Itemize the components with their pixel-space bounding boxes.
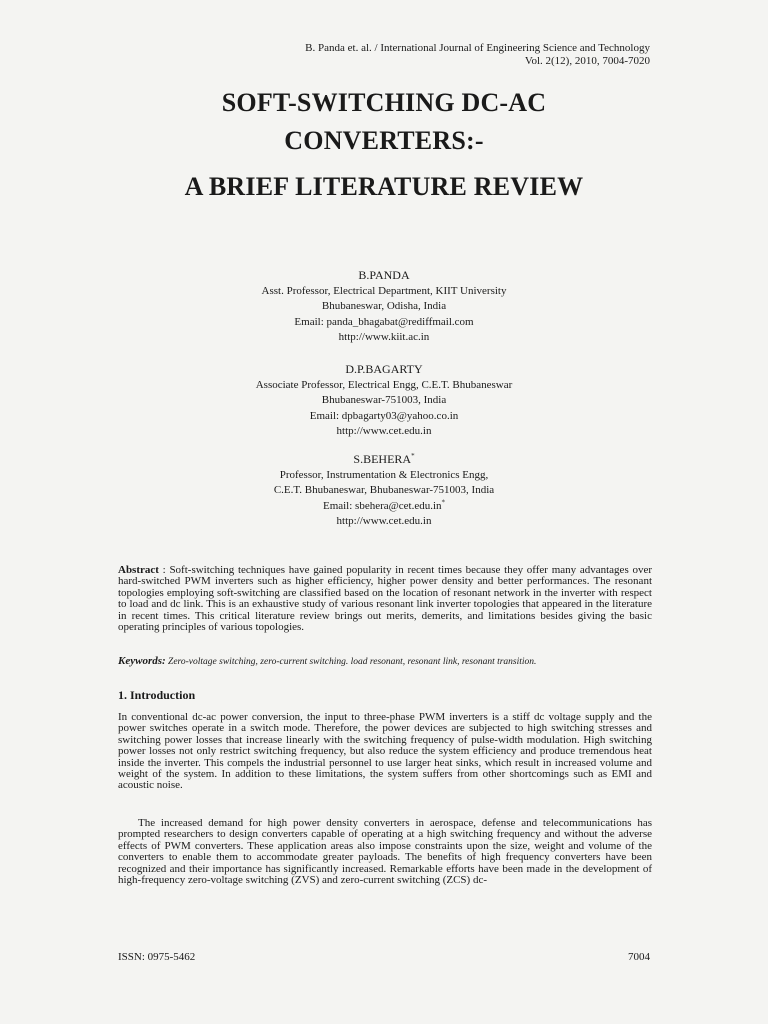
footer-issn: ISSN: 0975-5462 bbox=[118, 951, 196, 963]
title-line-1: SOFT-SWITCHING DC-AC bbox=[221, 88, 547, 117]
header-citation: B. Panda et. al. / International Journal of Engineering Science and Technology bbox=[305, 42, 650, 54]
abstract bbox=[118, 565, 652, 633]
author-affiliation: Professor, Instrumentation & Electronics Engg, bbox=[279, 468, 489, 481]
author-name-text: S.BEHERA bbox=[353, 452, 412, 466]
abstract-label: Abstract bbox=[118, 564, 159, 576]
intro-paragraph-2: The increased demand for high power density converters in aerospace, defense and telecommunications has prompted researchers to design converters capable of operating at a high switching frequency and without the adverse effects of PWM converters. These application areas also impose constraints upon the size, weight and volume of the converters to enable them to accommodate greater payloads. The benefits of high frequency converters have been recognized and their importance has significantly increased. Remarkable efforts have been made in the development of high-frequency zero-voltage switching (ZVS) and zero-current switching (ZCS) dc- bbox=[118, 817, 652, 887]
title-line-2: CONVERTERS:- bbox=[284, 126, 484, 155]
author-location: Bhubaneswar-751003, India bbox=[321, 394, 447, 407]
author-location: Bhubaneswar, Odisha, India bbox=[321, 300, 447, 313]
author-website: http://www.cet.edu.in bbox=[336, 425, 432, 438]
email-mark: * bbox=[441, 498, 446, 507]
author-name: B.PANDA bbox=[358, 268, 410, 282]
author-name bbox=[0, 452, 768, 468]
section-heading: 1. Introduction bbox=[118, 688, 196, 702]
author-affiliation: Associate Professor, Electrical Engg, C.E.T. Bhubaneswar bbox=[255, 378, 513, 391]
author-email: Email: dpbagarty03@yahoo.co.in bbox=[309, 409, 459, 422]
author-block-1 bbox=[0, 268, 768, 346]
author-name: D.P.BAGARTY bbox=[345, 362, 423, 376]
author-affiliation: Asst. Professor, Electrical Department, KIIT University bbox=[261, 284, 507, 297]
title-line-3: A BRIEF LITERATURE REVIEW bbox=[184, 172, 584, 201]
keywords-label: Keywords: bbox=[118, 655, 166, 667]
keywords bbox=[118, 656, 652, 668]
header-volume: Vol. 2(12), 2010, 7004-7020 bbox=[524, 55, 650, 67]
author-block-3 bbox=[0, 452, 768, 530]
author-block-2 bbox=[0, 362, 768, 440]
author-website: http://www.cet.edu.in bbox=[336, 515, 432, 528]
author-email-text: Email: sbehera@cet.edu.in bbox=[322, 499, 442, 512]
author-location: C.E.T. Bhubaneswar, Bhubaneswar-751003, India bbox=[273, 484, 495, 497]
page-number: 7004 bbox=[628, 951, 650, 963]
author-email: Email: panda_bhagabat@rediffmail.com bbox=[294, 315, 474, 328]
corresponding-author-mark: * bbox=[411, 452, 415, 460]
abstract-text: : Soft-switching techniques have gained popularity in recent times because they offer many advantages over hard-switched PWM inverters such as higher efficiency, higher power density and better performances. The resonant topologies employing soft-switching are classified based on the location of resonant network in the inverter with respect to load and dc link. This is an exhaustive study of various resonant link inverter topologies that appeared in the literature in recent times. This critical literature review brings out merits, demerits, and limitations besides giving the basic operating principles of various topologies. bbox=[118, 564, 652, 634]
running-header bbox=[305, 42, 650, 68]
author-website: http://www.kiit.ac.in bbox=[338, 331, 430, 344]
keywords-list: Zero-voltage switching, zero-current switching. load resonant, resonant link, resonant transition. bbox=[165, 657, 537, 667]
author-email bbox=[0, 499, 768, 515]
intro-paragraph-1: In conventional dc-ac power conversion, the input to three-phase PWM inverters is a stiff dc voltage supply and the power switches operate in a switch mode. Therefore, the power devices are subjected to high switching stresses and switching power losses that increase linearly with the switching frequency of pulse-width modulation. High switching power losses not only restrict switching frequency, but also reduce the system efficiency and produce tremendous heat inside the inverter. This compels the industrial personnel to use larger heat sinks, which result in increased volume and weight of the system. In addition to these limitations, the system suffers from other shortcomings such as EMI and acoustic noise. bbox=[118, 711, 652, 792]
